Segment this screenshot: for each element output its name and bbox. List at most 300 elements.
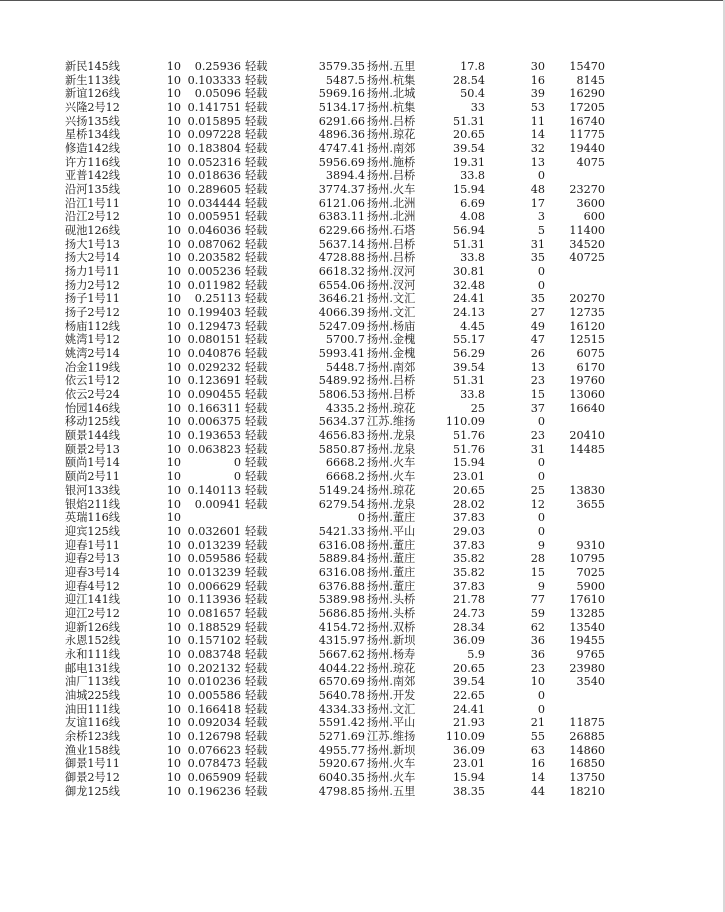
table-row [0,730,725,744]
value-cell: 5271.69 [318,729,365,743]
capacity-cell: 19440 [569,142,605,156]
substation-cell: 扬州.南郊 [367,675,416,689]
load-ratio-cell: 0.052316 [187,155,241,169]
voltage-cell: 10 [166,538,181,552]
substation-cell: 扬州.五里 [367,60,416,73]
load-ratio-cell: 0.081657 [187,606,241,620]
substation-cell: 扬州.琼花 [367,661,416,675]
load-ratio-cell: 0.140113 [187,483,241,497]
substation-cell: 扬州.北城 [367,87,416,101]
substation-cell: 扬州.新坝 [367,634,416,648]
load-type-cell: 轻载 [245,196,268,210]
capacity-cell: 3600 [576,196,605,210]
substation-cell: 扬州.吕桥 [367,388,416,402]
count-cell: 14 [530,770,545,784]
count-cell: 37 [530,401,545,415]
load-type-cell: 轻载 [245,237,268,251]
load-ratio-cell: 0.166418 [187,702,241,716]
value-cell: 5487.5 [325,73,365,87]
value-cell: 4066.39 [318,306,365,320]
voltage-cell: 10 [166,565,181,579]
table-row [0,251,725,265]
voltage-cell: 10 [166,784,181,798]
voltage-cell: 10 [166,319,181,333]
substation-cell: 江苏.维扬 [367,729,416,743]
substation-cell: 扬州.杨寿 [367,647,416,661]
distance-cell: 29.03 [452,524,485,538]
voltage-cell: 10 [166,688,181,702]
table-row [0,320,725,334]
count-cell: 3 [537,210,545,224]
load-type-cell: 轻载 [245,360,268,374]
substation-cell: 扬州.平山 [367,524,416,538]
voltage-cell: 10 [166,265,181,279]
load-type-cell: 轻载 [245,497,268,511]
capacity-cell: 20270 [569,292,605,306]
load-type-cell: 轻载 [245,333,268,347]
capacity-cell: 13060 [569,388,605,402]
table-row [0,456,725,470]
table-row [0,388,725,402]
voltage-cell: 10 [166,716,181,730]
substation-cell: 扬州.文汇 [367,292,416,306]
line-name-cell: 渔业158线 [65,743,120,757]
table-row [0,265,725,279]
distance-cell: 36.09 [452,634,485,648]
distance-cell: 51.31 [452,374,485,388]
load-type-cell: 轻载 [245,757,268,771]
voltage-cell: 10 [166,675,181,689]
value-cell: 5700.7 [325,333,365,347]
table-row [0,87,725,101]
load-ratio-cell: 0.013239 [187,538,241,552]
capacity-cell: 23270 [569,183,605,197]
table-row [0,402,725,416]
table-row [0,703,725,717]
load-type-cell: 轻载 [245,483,268,497]
substation-cell: 扬州.火车 [367,456,416,470]
capacity-cell: 9765 [576,647,605,661]
load-type-cell: 轻载 [245,73,268,87]
count-cell: 5 [537,224,545,238]
capacity-cell: 16640 [569,401,605,415]
capacity-cell: 18210 [569,784,605,798]
table-row [0,539,725,553]
count-cell: 35 [530,251,545,265]
line-name-cell: 兴隆2号12 [65,101,120,115]
voltage-cell: 10 [166,579,181,593]
capacity-cell: 8145 [576,73,605,87]
count-cell: 25 [530,483,545,497]
load-type-cell: 轻载 [245,729,268,743]
capacity-cell: 15470 [569,60,605,73]
substation-cell: 扬州.火车 [367,757,416,771]
load-ratio-cell: 0.076623 [187,743,241,757]
load-type-cell: 轻载 [245,292,268,306]
value-cell: 5247.09 [318,319,365,333]
voltage-cell: 10 [166,388,181,402]
capacity-cell: 19760 [569,374,605,388]
capacity-cell: 11875 [569,716,605,730]
count-cell: 17 [530,196,545,210]
load-ratio-cell: 0.202132 [187,661,241,675]
line-name-cell: 扬力2号12 [65,278,120,292]
line-name-cell: 沿江2号12 [65,210,120,224]
load-type-cell: 轻载 [245,743,268,757]
substation-cell: 扬州.吕桥 [367,374,416,388]
load-type-cell: 轻载 [245,552,268,566]
load-type-cell: 轻载 [245,60,268,73]
load-type-cell: 轻载 [245,319,268,333]
voltage-cell: 10 [166,224,181,238]
substation-cell: 扬州.南郊 [367,360,416,374]
load-ratio-cell: 0.059586 [187,552,241,566]
distance-cell: 28.02 [452,497,485,511]
value-cell: 5489.92 [318,374,365,388]
value-cell: 6383.11 [318,210,365,224]
load-type-cell: 轻载 [245,169,268,183]
voltage-cell: 10 [166,60,181,73]
substation-cell: 扬州.董庄 [367,538,416,552]
count-cell: 13 [530,360,545,374]
capacity-cell: 19455 [569,634,605,648]
count-cell: 9 [537,579,545,593]
table-row [0,607,725,621]
load-ratio-cell: 0.25936 [194,60,241,73]
table-row [0,771,725,785]
table-row [0,443,725,457]
value-cell: 6554.06 [318,278,365,292]
distance-cell: 22.65 [452,688,485,702]
count-cell: 31 [530,442,545,456]
capacity-cell: 23980 [569,661,605,675]
capacity-cell: 600 [583,210,605,224]
value-cell: 6121.06 [318,196,365,210]
table-row [0,662,725,676]
table-row [0,744,725,758]
load-type-cell: 轻载 [245,128,268,142]
value-cell: 5806.53 [318,388,365,402]
table-row [0,757,725,771]
substation-cell: 扬州.文汇 [367,702,416,716]
voltage-cell: 10 [166,306,181,320]
table-row [0,621,725,635]
load-type-cell: 轻载 [245,688,268,702]
line-name-cell: 御景2号12 [65,770,120,784]
table-row [0,580,725,594]
count-cell: 39 [530,87,545,101]
value-cell: 5634.37 [318,415,365,429]
line-name-cell: 依云1号12 [65,374,120,388]
load-type-cell: 轻载 [245,593,268,607]
substation-cell: 扬州.琼花 [367,128,416,142]
line-name-cell: 扬大1号13 [65,237,120,251]
count-cell: 26 [530,347,545,361]
voltage-cell: 10 [166,251,181,265]
table-row [0,156,725,170]
substation-cell: 扬州.杨庙 [367,319,416,333]
value-cell: 3774.37 [318,183,365,197]
table-row [0,183,725,197]
substation-cell: 扬州.火车 [367,470,416,484]
capacity-cell: 13750 [569,770,605,784]
count-cell: 0 [537,470,545,484]
distance-cell: 33 [470,101,485,115]
capacity-cell: 14485 [569,442,605,456]
value-cell: 4896.36 [318,128,365,142]
load-type-cell: 轻载 [245,634,268,648]
value-cell: 6618.32 [318,265,365,279]
load-type-cell: 轻载 [245,429,268,443]
load-ratio-cell: 0.005586 [187,688,241,702]
distance-cell: 51.31 [452,114,485,128]
distance-cell: 32.48 [452,278,485,292]
distance-cell: 6.69 [460,196,485,210]
table-row [0,142,725,156]
line-name-cell: 冶金119线 [65,360,120,374]
capacity-cell: 40725 [569,251,605,265]
line-name-cell: 颐尚1号14 [65,456,120,470]
capacity-cell: 16740 [569,114,605,128]
load-type-cell: 轻载 [245,101,268,115]
voltage-cell: 10 [166,497,181,511]
capacity-cell: 20410 [569,429,605,443]
load-ratio-cell: 0.018636 [187,169,241,183]
value-cell: 5149.24 [318,483,365,497]
line-name-cell: 迎春3号14 [65,565,120,579]
substation-cell: 扬州.北洲 [367,196,416,210]
load-type-cell: 轻载 [245,456,268,470]
distance-cell: 24.73 [452,606,485,620]
value-cell: 5421.33 [318,524,365,538]
distance-cell: 55.17 [452,333,485,347]
substation-cell: 扬州.龙泉 [367,442,416,456]
load-ratio-cell: 0.092034 [187,716,241,730]
table-row [0,128,725,142]
load-ratio-cell: 0.006375 [187,415,241,429]
line-name-cell: 许方116线 [65,155,120,169]
count-cell: 15 [530,565,545,579]
line-name-cell: 修造142线 [65,142,120,156]
value-cell: 5850.87 [318,442,365,456]
load-ratio-cell: 0.080151 [187,333,241,347]
load-type-cell: 轻载 [245,620,268,634]
distance-cell: 110.09 [445,415,485,429]
value-cell: 5889.84 [318,552,365,566]
value-cell: 4955.77 [318,743,365,757]
voltage-cell: 10 [166,552,181,566]
voltage-cell: 10 [166,292,181,306]
value-cell: 3579.35 [318,60,365,73]
table-row [0,634,725,648]
load-ratio-cell: 0.00941 [194,497,241,511]
voltage-cell: 10 [166,661,181,675]
load-type-cell: 轻载 [245,114,268,128]
load-ratio-cell: 0.103333 [187,73,241,87]
load-ratio-cell: 0.011982 [187,278,241,292]
distance-cell: 33.8 [460,251,485,265]
value-cell: 4154.72 [318,620,365,634]
distance-cell: 19.31 [452,155,485,169]
load-type-cell: 轻载 [245,374,268,388]
load-type-cell: 轻载 [245,606,268,620]
count-cell: 31 [530,237,545,251]
distance-cell: 15.94 [452,456,485,470]
table-row [0,197,725,211]
value-cell: 5448.7 [325,360,365,374]
voltage-cell: 10 [166,374,181,388]
value-cell: 3646.21 [318,292,365,306]
table-row [0,552,725,566]
count-cell: 0 [537,278,545,292]
voltage-cell: 10 [166,401,181,415]
count-cell: 62 [530,620,545,634]
line-name-cell: 杨庙112线 [65,319,120,333]
table-row [0,347,725,361]
load-ratio-cell: 0.078473 [187,757,241,771]
substation-cell: 扬州.吕桥 [367,237,416,251]
distance-cell: 39.54 [452,142,485,156]
capacity-cell: 13540 [569,620,605,634]
voltage-cell: 10 [166,770,181,784]
count-cell: 23 [530,661,545,675]
load-ratio-cell: 0.123691 [187,374,241,388]
table-row [0,716,725,730]
load-ratio-cell: 0.040876 [187,347,241,361]
distance-cell: 38.35 [452,784,485,798]
count-cell: 28 [530,552,545,566]
voltage-cell: 10 [166,347,181,361]
load-ratio-cell: 0.126798 [187,729,241,743]
voltage-cell: 10 [166,429,181,443]
load-ratio-cell: 0.289605 [187,183,241,197]
load-type-cell: 轻载 [245,770,268,784]
capacity-cell: 10795 [569,552,605,566]
load-type-cell: 轻载 [245,579,268,593]
count-cell: 53 [530,101,545,115]
load-type-cell: 轻载 [245,224,268,238]
load-ratio-cell: 0.015895 [187,114,241,128]
value-cell: 4044.22 [318,661,365,675]
substation-cell: 扬州.龙泉 [367,429,416,443]
value-cell: 5993.41 [318,347,365,361]
table-row [0,374,725,388]
value-cell: 5134.17 [318,101,365,115]
capacity-cell: 12735 [569,306,605,320]
capacity-cell: 14860 [569,743,605,757]
line-name-cell: 油城225线 [65,688,120,702]
substation-cell: 江苏.维扬 [367,415,416,429]
substation-cell: 扬州.吕桥 [367,251,416,265]
line-name-cell: 新民145线 [65,60,120,73]
distance-cell: 51.76 [452,429,485,443]
substation-cell: 扬州.杭集 [367,101,416,115]
voltage-cell: 10 [166,210,181,224]
distance-cell: 56.94 [452,224,485,238]
distance-cell: 23.01 [452,470,485,484]
voltage-cell: 10 [166,757,181,771]
load-ratio-cell: 0.005236 [187,265,241,279]
count-cell: 15 [530,388,545,402]
distance-cell: 4.45 [460,319,485,333]
value-cell: 5956.69 [318,155,365,169]
voltage-cell: 10 [166,511,181,525]
count-cell: 55 [530,729,545,743]
voltage-cell: 10 [166,620,181,634]
distance-cell: 51.31 [452,237,485,251]
count-cell: 0 [537,524,545,538]
substation-cell: 扬州.琼花 [367,483,416,497]
line-name-cell: 移动125线 [65,415,120,429]
load-type-cell: 轻载 [245,415,268,429]
line-name-cell: 迎春1号11 [65,538,120,552]
count-cell: 16 [530,73,545,87]
load-type-cell: 轻载 [245,538,268,552]
voltage-cell: 10 [166,101,181,115]
value-cell: 4747.41 [318,142,365,156]
load-type-cell: 轻载 [245,524,268,538]
voltage-cell: 10 [166,647,181,661]
substation-cell: 扬州.头桥 [367,606,416,620]
line-name-cell: 银焰211线 [65,497,120,511]
count-cell: 21 [530,716,545,730]
distance-cell: 20.65 [452,128,485,142]
line-name-cell: 迎江2号12 [65,606,120,620]
voltage-cell: 10 [166,634,181,648]
line-name-cell: 迎春2号13 [65,552,120,566]
load-ratio-cell: 0 [233,470,241,484]
distance-cell: 5.9 [467,647,485,661]
line-name-cell: 亚普142线 [65,169,120,183]
substation-cell: 扬州.董庄 [367,552,416,566]
voltage-cell: 10 [166,73,181,87]
line-name-cell: 姚湾2号14 [65,347,120,361]
load-type-cell: 轻载 [245,251,268,265]
table-row [0,74,725,88]
distance-cell: 21.78 [452,593,485,607]
line-name-cell: 永和111线 [65,647,120,661]
distance-cell: 23.01 [452,757,485,771]
substation-cell: 扬州.琼花 [367,401,416,415]
count-cell: 59 [530,606,545,620]
load-type-cell: 轻载 [245,278,268,292]
capacity-cell: 4075 [576,155,605,169]
line-name-cell: 永恩152线 [65,634,120,648]
value-cell: 4656.83 [318,429,365,443]
distance-cell: 24.41 [452,292,485,306]
substation-cell: 扬州.董庄 [367,579,416,593]
substation-cell: 扬州.北洲 [367,210,416,224]
load-type-cell: 轻载 [245,210,268,224]
capacity-cell: 6075 [576,347,605,361]
capacity-cell: 13285 [569,606,605,620]
table-row [0,498,725,512]
line-name-cell: 迎宾125线 [65,524,120,538]
distance-cell: 35.82 [452,565,485,579]
value-cell: 5667.62 [318,647,365,661]
load-type-cell: 轻载 [245,388,268,402]
load-ratio-cell: 0.141751 [187,101,241,115]
line-name-cell: 御景1号11 [65,757,120,771]
load-ratio-cell: 0.006629 [187,579,241,593]
table-row [0,593,725,607]
load-ratio-cell: 0.203582 [187,251,241,265]
substation-cell: 扬州.平山 [367,716,416,730]
load-ratio-cell: 0.090455 [187,388,241,402]
voltage-cell: 10 [166,593,181,607]
load-type-cell: 轻载 [245,661,268,675]
count-cell: 10 [530,675,545,689]
